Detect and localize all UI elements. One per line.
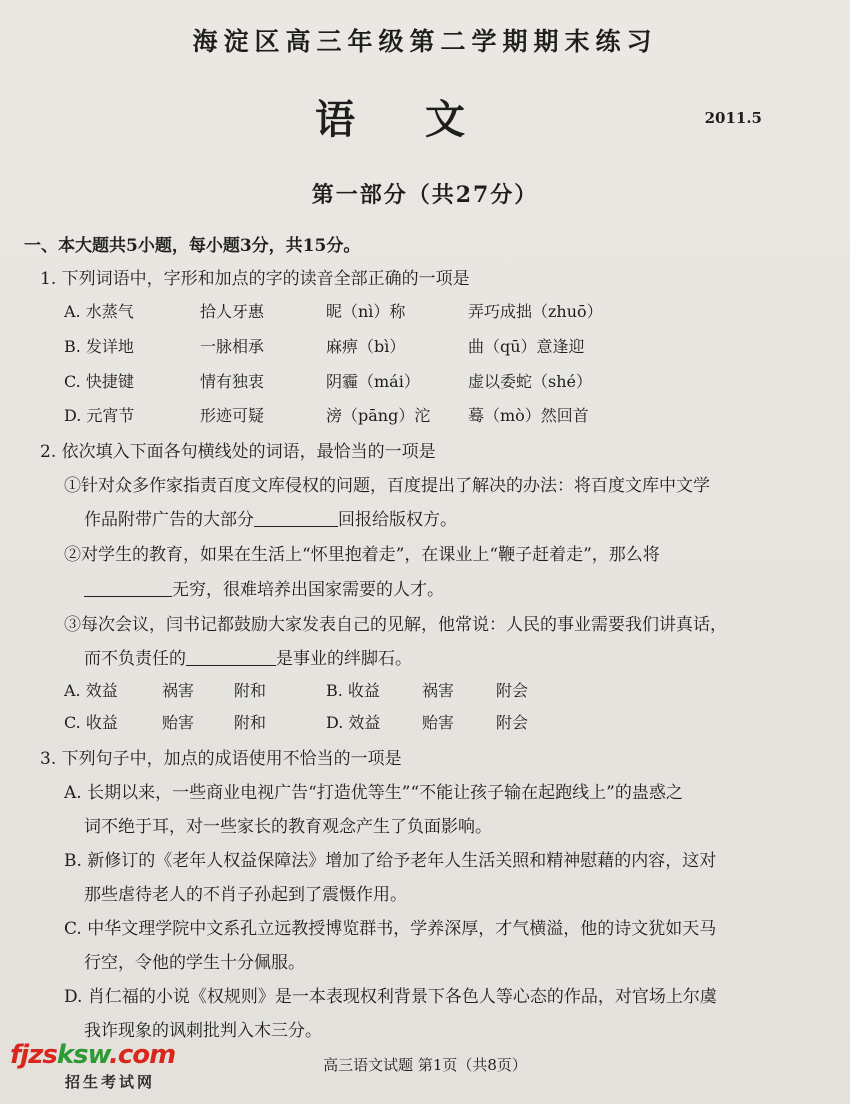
option-d-line-1: D. 肖仁福的小说《权规则》是一本表现权利背景下各色人等心态的作品，对官场上尔虞	[64, 987, 717, 1007]
option-word: 附会	[496, 681, 529, 700]
option-word: B. 发详地	[64, 337, 134, 356]
sentence-3-line-2	[84, 644, 412, 669]
option-b-line-1: B. 新修订的《老年人权益保障法》增加了给予老年人生活关照和精神慰藉的内容，这对	[64, 851, 717, 871]
option-word: A. 效益	[64, 681, 118, 700]
option-word: 贻害	[162, 713, 195, 732]
option-word: 虚以委蛇（shé）	[468, 372, 592, 391]
option-word: 弄巧成拙（zhuō）	[468, 302, 603, 321]
fill-blank-1	[254, 509, 338, 527]
option-word: 贻害	[422, 713, 455, 732]
option-a-line-1: A. 长期以来，一些商业电视广告“打造优等生”“不能让孩子输在起跑线上”的蛊惑之	[64, 783, 683, 803]
option-d-line-2: 我诈现象的讽刺批判入木三分。	[84, 1021, 322, 1041]
site-watermark	[10, 1040, 176, 1091]
watermark-logo: fjzsksw.com	[10, 1040, 176, 1070]
option-a-line-2: 词不绝于耳，对一些家长的教育观念产生了负面影响。	[84, 817, 492, 837]
sentence-1-line-1: ①针对众多作家指责百度文库侵权的问题，百度提出了解决的办法：将百度文库中文学	[64, 476, 710, 496]
option-word: 附和	[234, 713, 267, 732]
option-word: 滂（pāng）沱	[326, 406, 431, 425]
sentence-2-line-2	[84, 575, 444, 600]
option-word: 一脉相承	[200, 337, 265, 356]
sentence-text: 回报给版权方。	[338, 510, 457, 530]
sentence-text: 作品附带广告的大部分	[84, 510, 254, 530]
option-word: C. 收益	[64, 713, 118, 732]
question-2-stem: 2. 依次填入下面各句横线处的词语，最恰当的一项是	[40, 442, 436, 462]
option-word: 阴霾（mái）	[326, 372, 420, 391]
option-b-line-2: 那些虐待老人的不肖子孙起到了震慑作用。	[84, 885, 407, 905]
option-word: 麻痹（bì）	[326, 337, 406, 356]
sentence-3-line-1: ③每次会议，闫书记都鼓励大家发表自己的见解，他常说：人民的事业需要我们讲真话，	[64, 615, 727, 635]
option-word: 祸害	[422, 681, 455, 700]
sentence-text: 无穷，很难培养出国家需要的人才。	[172, 580, 444, 600]
option-c-line-1: C. 中华文理学院中文系孔立远教授博览群书，学养深厚，才气横溢，他的诗文犹如天马	[64, 919, 717, 939]
option-word: 情有独衷	[200, 372, 265, 391]
exam-date: 2011.5	[704, 109, 762, 127]
sentence-1-line-2	[84, 505, 457, 530]
option-word: C. 快捷键	[64, 372, 134, 391]
part-title: 第一部分（共27分）	[311, 182, 539, 208]
subject-title: 语文	[315, 96, 535, 143]
sentence-2-line-1: ②对学生的教育，如果在生活上“怀里抱着走”，在课业上“鞭子赶着走”，那么将	[64, 545, 660, 565]
page-footer: 高三语文试题 第1页（共8页）	[323, 1056, 527, 1074]
question-1-stem: 1. 下列词语中，字形和加点的字的读音全部正确的一项是	[40, 269, 470, 289]
option-word: 祸害	[162, 681, 195, 700]
section-heading: 一、本大题共5小题，每小题3分，共15分。	[24, 236, 361, 256]
question-3-stem: 3. 下列句子中，加点的成语使用不恰当的一项是	[40, 749, 402, 769]
option-word: 附会	[496, 713, 529, 732]
option-word: D. 效益	[326, 713, 381, 732]
option-word: 曲（qū）意逢迎	[468, 337, 585, 356]
fill-blank-3	[186, 648, 276, 666]
exam-title: 海淀区高三年级第二学期期末练习	[192, 27, 658, 56]
sentence-text: 是事业的绊脚石。	[276, 649, 412, 669]
option-c-line-2: 行空，令他的学生十分佩服。	[84, 953, 305, 973]
option-word: 形迹可疑	[200, 406, 265, 425]
sentence-text: 而不负责任的	[84, 649, 186, 669]
watermark-subtitle: 招生考试网	[65, 1073, 156, 1091]
option-word: B. 收益	[326, 681, 380, 700]
fill-blank-2	[84, 579, 172, 597]
option-word: 拾人牙惠	[200, 302, 265, 321]
option-word: 昵（nì）称	[326, 302, 406, 321]
option-word: 附和	[234, 681, 267, 700]
option-word: A. 水蒸气	[64, 302, 134, 321]
option-word: 蓦（mò）然回首	[468, 406, 589, 425]
option-word: D. 元宵节	[64, 406, 135, 425]
